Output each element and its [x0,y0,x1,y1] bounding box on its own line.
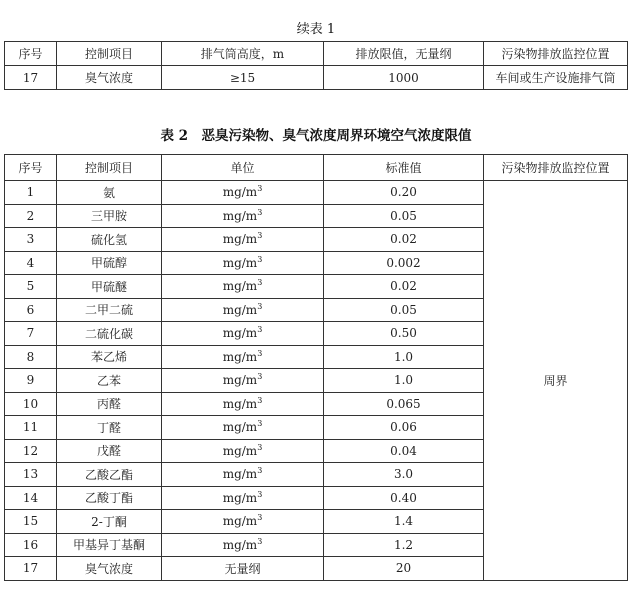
unit-superscript: 3 [257,325,263,335]
control-item-cell: 硫化氢 [57,228,162,252]
unit-base: mg/m [222,279,258,294]
control-item-cell: 乙酸丁酯 [57,486,162,510]
unit-cell [162,369,324,393]
control-item-cell: 二硫化碳 [57,322,162,346]
control-item-cell: 臭气浓度 [57,557,162,581]
unit-superscript: 3 [257,536,263,546]
control-item-cell: 甲硫醚 [57,275,162,299]
control-item-cell: 甲硫醇 [57,251,162,275]
control-item-cell: 戊醛 [57,439,162,463]
table2 [4,154,628,581]
unit-superscript: 3 [257,466,263,476]
control-item-cell: 甲基异丁基酮 [57,533,162,557]
unit-base: mg/m [222,420,258,435]
standard-value-cell: 3.0 [324,463,484,487]
unit-base: mg/m [222,302,258,317]
standard-value-cell: 0.065 [324,392,484,416]
unit-superscript: 3 [257,278,263,288]
table2-header-cell: 控制项目 [57,155,162,181]
standard-value-cell: 0.20 [324,181,484,205]
unit-superscript: 3 [257,301,263,311]
unit-base: mg/m [222,232,258,247]
row-number-cell: 9 [5,369,57,393]
unit-cell [162,416,324,440]
unit-base: mg/m [222,349,258,364]
unit-superscript: 3 [257,395,263,405]
row-number-cell: 13 [5,463,57,487]
unit-superscript: 3 [257,184,263,194]
table1-header-cell: 控制项目 [57,42,162,66]
table2-header-cell: 序号 [5,155,57,181]
control-item-cell: 氨 [57,181,162,205]
row-number-cell: 14 [5,486,57,510]
unit-base: mg/m [222,396,258,411]
table2-header-cell: 单位 [162,155,324,181]
unit-cell [162,345,324,369]
unit-cell [162,181,324,205]
row-number-cell: 3 [5,228,57,252]
control-item-cell: 乙酸乙酯 [57,463,162,487]
unit-cell [162,439,324,463]
row-number-cell: 8 [5,345,57,369]
standard-value-cell: 0.05 [324,298,484,322]
row-number-cell: 15 [5,510,57,534]
unit-base: mg/m [222,490,258,505]
standard-value-cell: 0.05 [324,204,484,228]
table1-header-cell: 污染物排放监控位置 [484,42,628,66]
unit-cell [162,275,324,299]
table1-caption: 续表 1 [296,22,336,37]
row-number-cell: 11 [5,416,57,440]
unit-superscript: 3 [257,442,263,452]
unit-superscript: 3 [257,254,263,264]
unit-cell [162,298,324,322]
control-item-cell: 丙醛 [57,392,162,416]
table-row [5,66,628,90]
control-item-cell: 乙苯 [57,369,162,393]
row-number-cell: 6 [5,298,57,322]
unit-superscript: 3 [257,513,263,523]
unit-base: mg/m [222,185,258,200]
unit-cell [162,533,324,557]
row-number-cell: 16 [5,533,57,557]
table-cell: 车间或生产设施排气筒 [484,66,628,90]
table1-header-cell: 排气筒高度，m [162,42,324,66]
table-row [5,181,628,205]
control-item-cell: 二甲二硫 [57,298,162,322]
unit-superscript: 3 [257,419,263,429]
unit-superscript: 3 [257,348,263,358]
standard-value-cell: 0.02 [324,275,484,299]
standard-value-cell: 0.02 [324,228,484,252]
monitoring-location-cell: 周界 [484,181,628,581]
standard-value-cell: 0.50 [324,322,484,346]
table-cell: 17 [5,66,57,90]
standard-value-cell: 1.0 [324,345,484,369]
control-item-cell: 苯乙烯 [57,345,162,369]
table1-header-cell: 序号 [5,42,57,66]
unit-base: mg/m [222,326,258,341]
table-cell: 臭气浓度 [57,66,162,90]
row-number-cell: 5 [5,275,57,299]
table1-header-row [5,42,628,66]
standard-value-cell: 0.40 [324,486,484,510]
standard-value-cell: 1.0 [324,369,484,393]
unit-base: mg/m [222,373,258,388]
table2-caption: 表 2 恶臭污染物、臭气浓度周界环境空气浓度限值 [160,128,472,144]
unit-base: mg/m [222,467,258,482]
table2-header-row [5,155,628,181]
table2-header-cell: 标准值 [324,155,484,181]
standard-value-cell: 0.06 [324,416,484,440]
unit-base: mg/m [222,443,258,458]
standard-value-cell: 0.002 [324,251,484,275]
control-item-cell: 2-丁酮 [57,510,162,534]
unit-cell [162,510,324,534]
unit-superscript: 3 [257,231,263,241]
unit-base: mg/m [222,208,258,223]
unit-cell: 无量纲 [162,557,324,581]
table1 [4,41,628,90]
unit-cell [162,392,324,416]
standard-value-cell: 1.4 [324,510,484,534]
unit-cell [162,486,324,510]
unit-superscript: 3 [257,207,263,217]
unit-cell [162,228,324,252]
table-cell: ≥15 [162,66,324,90]
row-number-cell: 10 [5,392,57,416]
table1-header-cell: 排放限值，无量纲 [324,42,484,66]
standard-value-cell: 20 [324,557,484,581]
control-item-cell: 三甲胺 [57,204,162,228]
unit-superscript: 3 [257,489,263,499]
unit-cell [162,463,324,487]
table2-header-cell: 污染物排放监控位置 [484,155,628,181]
unit-base: mg/m [222,537,258,552]
row-number-cell: 2 [5,204,57,228]
standard-value-cell: 0.04 [324,439,484,463]
row-number-cell: 4 [5,251,57,275]
row-number-cell: 7 [5,322,57,346]
unit-cell [162,251,324,275]
row-number-cell: 12 [5,439,57,463]
unit-superscript: 3 [257,372,263,382]
unit-base: mg/m [222,514,258,529]
unit-cell [162,322,324,346]
row-number-cell: 17 [5,557,57,581]
standard-value-cell: 1.2 [324,533,484,557]
unit-cell [162,204,324,228]
control-item-cell: 丁醛 [57,416,162,440]
table-cell: 1000 [324,66,484,90]
row-number-cell: 1 [5,181,57,205]
unit-base: mg/m [222,255,258,270]
